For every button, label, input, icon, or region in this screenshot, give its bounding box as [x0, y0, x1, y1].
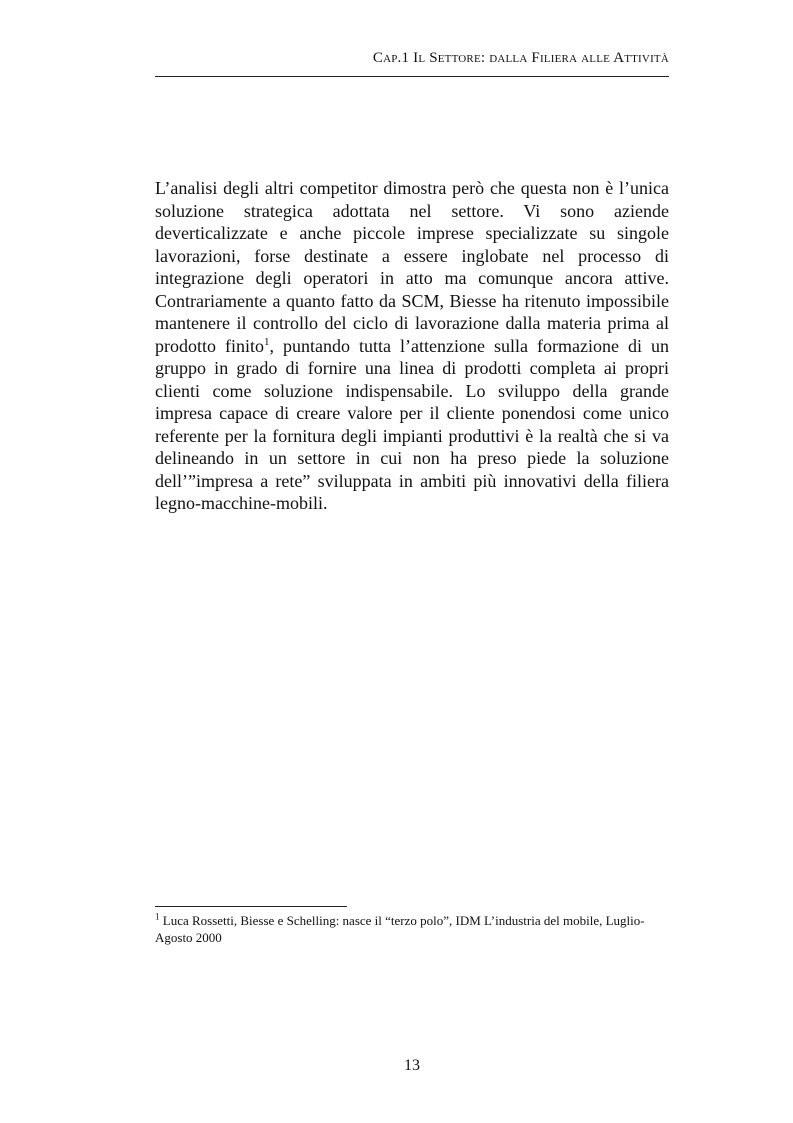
header-divider — [155, 76, 669, 77]
body-text-part-2: , puntando tutta l’attenzione sulla formazione di un gruppo in grado di fornire una linea di prodotti completa ai propri clienti come soluzione indispensabile. Lo sviluppo della grande impresa capace di creare valore per il cliente ponendosi come unico referente per la fornitura degli impianti produttivi è la realtà che si va delineando in un settore in cui non ha preso piede la soluzione dell’”impresa a rete” sviluppata in ambiti più innovativi della filiera legno-macchine-mobili. — [155, 335, 669, 513]
running-header-title: Cap.1 Il Settore: dalla Filiera alle Attività — [372, 50, 669, 66]
body-paragraph — [155, 177, 669, 515]
page-number: 13 — [404, 1057, 420, 1074]
footnote — [155, 912, 665, 946]
footnote-text: Luca Rossetti, Biesse e Schelling: nasce il “terzo polo”, IDM L’industria del mobile, Luglio-Agosto 2000 — [155, 913, 645, 945]
footnote-marker: 1 — [155, 911, 160, 922]
footnote-divider — [155, 906, 347, 907]
running-header — [155, 48, 669, 68]
footnote-reference[interactable]: 1 — [264, 335, 270, 348]
body-text-part-1: L’analisi degli altri competitor dimostra però che questa non è l’unica soluzione strategica adottata nel settore. Vi sono aziende deverticalizzate e anche piccole imprese specializzate su singole lavorazioni, forse destinate a essere inglobate nel processo di integrazione degli operatori in atto ma comunque ancora attive. Contrariamente a quanto fatto da SCM, Biesse ha ritenuto impossibile mantenere il controllo del ciclo di lavorazione dalla materia prima al prodotto finito — [155, 178, 669, 356]
